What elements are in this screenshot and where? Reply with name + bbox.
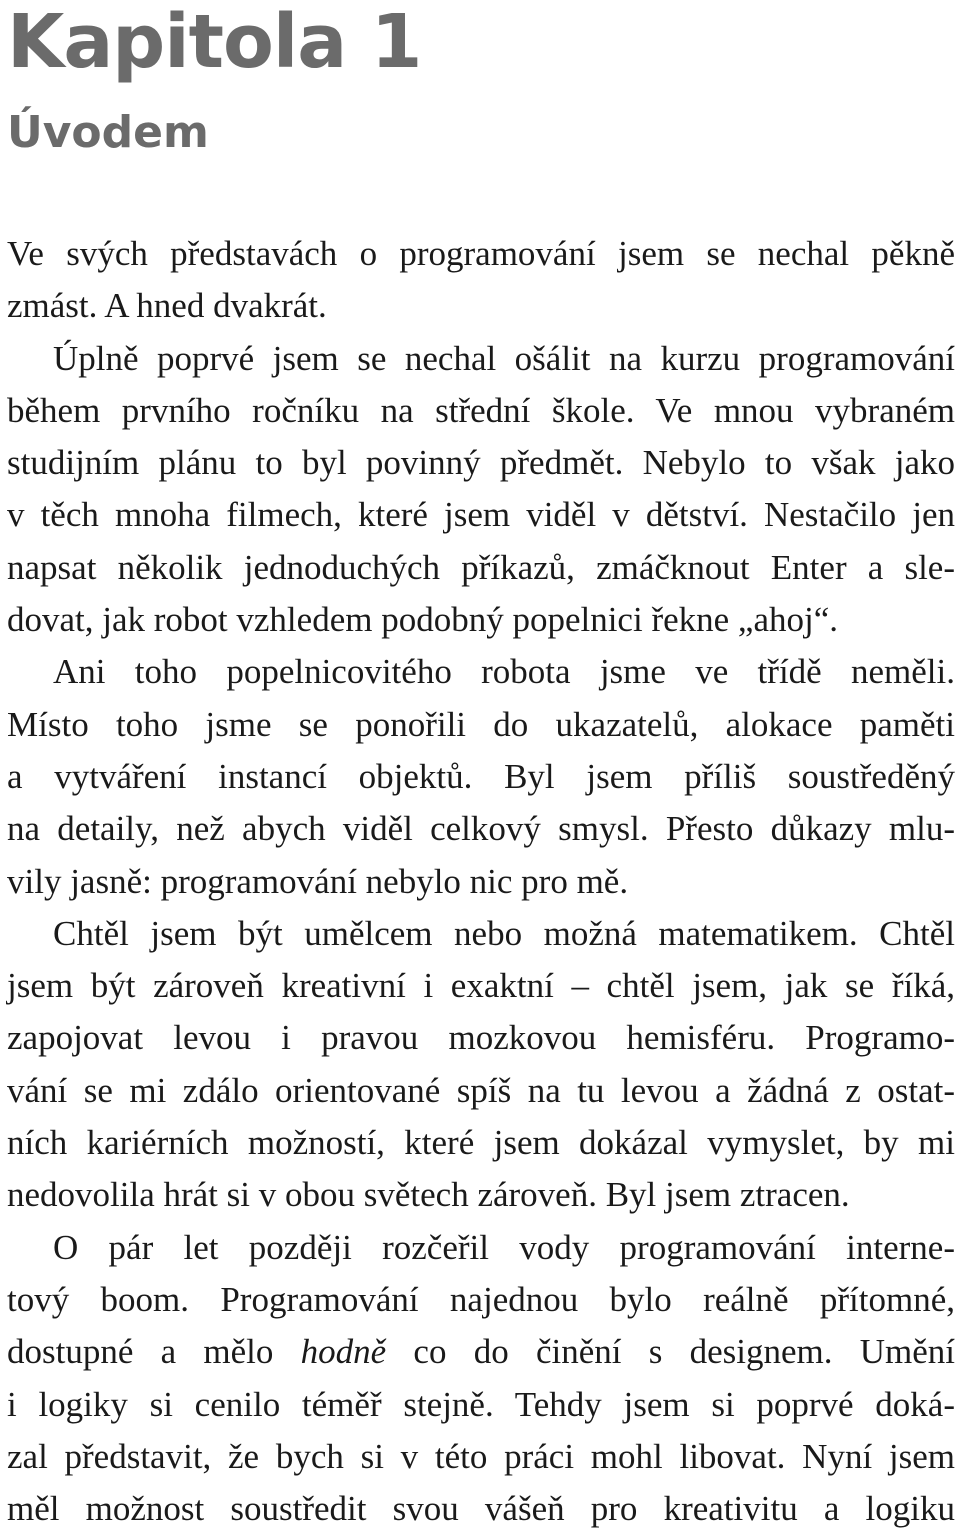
text-line: Místo toho jsme se ponořili do ukazatelů, alokace paměti	[7, 704, 955, 744]
paragraph-5	[7, 1222, 955, 1535]
emphasized-word: hodně	[300, 1332, 387, 1372]
text-line: O pár let později rozčeřil vody programování interne-	[53, 1227, 955, 1267]
paragraph-3	[7, 646, 955, 907]
text-line: na detaily, než abych viděl celkový smysl. Přesto důkazy mlu-	[7, 809, 955, 849]
text-line: i logiky si cenilo téměř stejně. Tehdy jsem si poprvé doká-	[7, 1384, 955, 1424]
text-line: nedovolila hrát si v obou světech zároveň. Byl jsem ztracen.	[7, 1175, 850, 1215]
text-line: napsat několik jednoduchých příkazů, zmáčknout Enter a sle-	[7, 547, 955, 587]
text-line: během prvního ročníku na střední škole. Ve mnou vybraném	[7, 390, 955, 430]
text-line: zmást. A hned dvakrát.	[7, 286, 327, 326]
chapter-body	[7, 228, 955, 1535]
text-line: Ani toho popelnicovitého robota jsme ve třídě neměli.	[53, 652, 955, 692]
paragraph-4	[7, 908, 955, 1222]
text-line: Chtěl jsem být umělcem nebo možná matematikem. Chtěl	[53, 913, 955, 953]
text-line: Úplně poprvé jsem se nechal ošálit na kurzu programování	[53, 338, 955, 378]
text-line: v těch mnoha filmech, které jsem viděl v dětství. Nestačilo jen	[7, 495, 955, 535]
text-line: vily jasně: programování nebylo nic pro mě.	[7, 861, 629, 901]
book-page	[7, 0, 955, 1535]
text-line: vání se mi zdálo orientované spíš na tu levou a žádná z ostat-	[7, 1070, 955, 1110]
chapter-number: Kapitola 1	[7, 0, 422, 85]
text-line: zapojovat levou i pravou mozkovou hemisféru. Programo-	[7, 1018, 955, 1058]
text-line: Ve svých představách o programování jsem se nechal pěkně	[7, 234, 955, 273]
text-line: zal představit, že bych si v této práci mohl libovat. Nyní jsem	[7, 1436, 955, 1476]
text-line: tový boom. Programování najednou bylo reálně přítomné,	[7, 1279, 955, 1319]
text-span: co do činění s designem. Umění	[386, 1332, 955, 1372]
text-line: dovat, jak robot vzhledem podobný popelnici řekne „ahoj“.	[7, 600, 838, 640]
paragraph-2	[7, 333, 955, 647]
text-line-with-emphasis	[7, 1326, 955, 1378]
text-line: a vytváření instancí objektů. Byl jsem příliš soustředěný	[7, 756, 955, 796]
text-line: studijním plánu to byl povinný předmět. Nebylo to však jako	[7, 443, 955, 483]
text-span: dostupné a mělo	[7, 1332, 301, 1372]
text-line: ních kariérních možností, které jsem dokázal vymyslet, by mi	[7, 1123, 955, 1163]
text-line: jsem být zároveň kreativní i exaktní – chtěl jsem, jak se říká,	[7, 966, 955, 1006]
text-line: měl možnost soustředit svou vášeň pro kreativitu a logiku	[7, 1489, 955, 1529]
chapter-title: Úvodem	[7, 107, 209, 158]
paragraph-1	[7, 228, 955, 333]
